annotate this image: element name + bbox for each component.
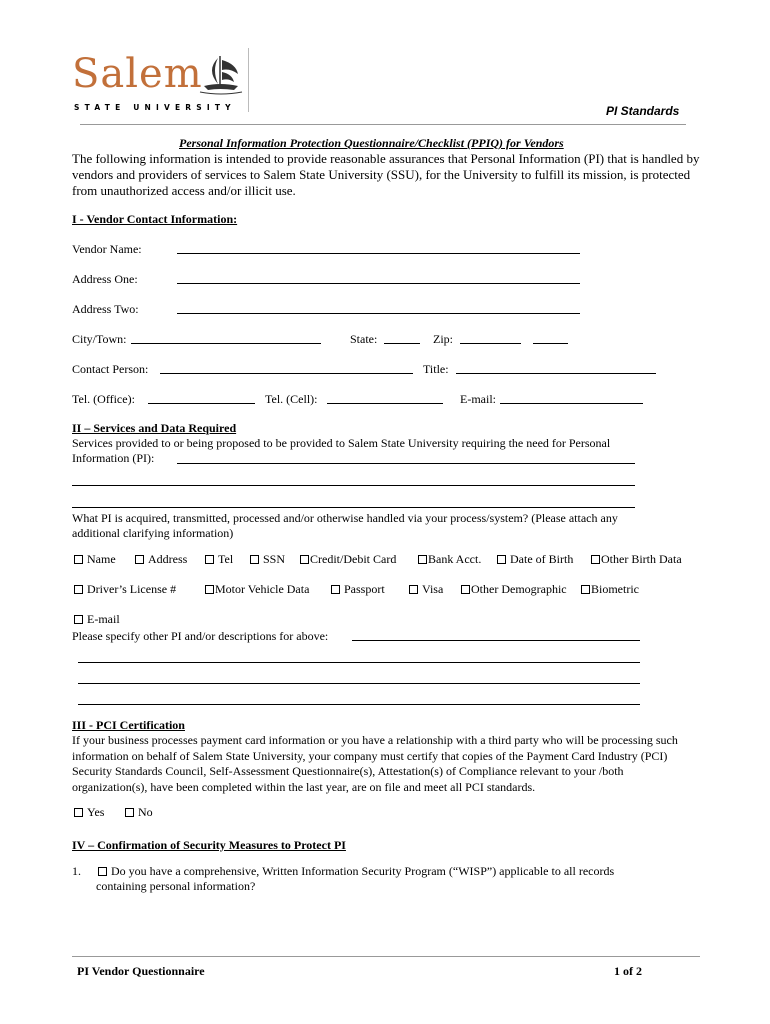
address-two-field[interactable] [177,313,580,314]
checkbox-square[interactable] [581,585,590,594]
services-text: Services provided to or being proposed to be provided to Salem State University requiring the need for Personal [72,436,611,450]
pci-paragraph: If your business processes payment card information or you have a relationship with a third party who will be processing such information on behalf of Salem State University, your company must certify that copies of the Payment Card Industry (PCI) Security Standards Council, Self-Assessment Questionnaire(s), Attestation(s) of Compliance relevant to your /both organization(s), have been completed within the last year, are on file and meet all PCI standards. [72,733,678,794]
checkbox-square[interactable] [409,585,418,594]
zip-label: Zip: [433,332,453,346]
checkbox-ssn[interactable]: SSN [250,552,285,567]
state-field[interactable] [384,343,420,344]
q1-number: 1. [72,864,81,878]
pi-question-line1: What PI is acquired, transmitted, processed and/or otherwise handled via your process/system? (Please attach any [72,511,618,525]
checkbox-square[interactable] [125,808,134,817]
checkbox-square[interactable] [497,555,506,564]
address-two-label: Address Two: [72,302,139,316]
city-field[interactable] [131,343,321,344]
checkbox-biometric[interactable]: Biometric [581,582,639,597]
vendor-name-label: Vendor Name: [72,242,142,256]
zip-ext-field[interactable] [533,343,568,344]
checkbox-square[interactable] [461,585,470,594]
checkbox-square[interactable] [74,555,83,564]
checkbox-square[interactable] [250,555,259,564]
q1-checkbox[interactable] [98,864,614,879]
logo-subtitle: STATE UNIVERSITY [74,103,236,112]
section4-heading: IV – Confirmation of Security Measures to Protect PI [72,838,346,852]
contact-person-field[interactable] [160,373,413,374]
services-field-3[interactable] [72,507,635,508]
logo-divider [248,48,249,112]
contact-person-label: Contact Person: [72,362,149,376]
checkbox-date-of-birth[interactable]: Date of Birth [497,552,573,567]
section2-heading: II – Services and Data Required [72,421,237,435]
state-label: State: [350,332,378,346]
header-tag: PI Standards [606,104,680,118]
checkbox-square[interactable] [98,867,107,876]
tel-office-field[interactable] [148,403,255,404]
footer-rule [72,956,700,957]
title-field[interactable] [456,373,656,374]
checkbox-square[interactable] [300,555,309,564]
checkbox-motor-vehicle[interactable]: Motor Vehicle Data [205,582,309,597]
checkbox-bank-acct[interactable]: Bank Acct. [418,552,481,567]
checkbox-name[interactable]: Name [74,552,116,567]
intro-paragraph: The following information is intended to provide reasonable assurances that Personal Information (PI) that is handled by vendors and providers of services to Salem State University (SSU), for the University to fulfill its mission, is protected from unauthorized access and/or illicit use. [72,151,700,198]
checkbox-yes[interactable]: Yes [74,805,104,820]
checkbox-square[interactable] [74,615,83,624]
logo-wordmark: Salem [72,51,203,97]
address-one-label: Address One: [72,272,138,286]
city-label: City/Town: [72,332,127,346]
ship-logo-icon [198,52,244,96]
document-title: Personal Information Protection Questionnaire/Checklist (PPIQ) for Vendors [179,136,564,150]
checkbox-other-birth[interactable]: Other Birth Data [591,552,682,567]
checkbox-square[interactable] [331,585,340,594]
tel-office-label: Tel. (Office): [72,392,135,406]
checkbox-email[interactable]: E-mail [74,612,120,627]
specify-label: Please specify other PI and/or descriptions for above: [72,629,329,643]
specify-field-2[interactable] [78,662,640,663]
checkbox-square[interactable] [591,555,600,564]
specify-field-4[interactable] [78,704,640,705]
title-label: Title: [423,362,449,376]
footer-page-number: 1 of 2 [614,964,642,978]
checkbox-square[interactable] [205,585,214,594]
section1-heading: I - Vendor Contact Information: [72,212,238,226]
header-rule [80,124,686,125]
email-field[interactable] [500,403,643,404]
services-field-2[interactable] [72,485,635,486]
checkbox-drivers-license[interactable]: Driver’s License # [74,582,176,597]
email-label: E-mail: [460,392,496,406]
q1-text-line2: containing personal information? [96,879,256,893]
specify-field-3[interactable] [78,683,640,684]
zip-field[interactable] [460,343,521,344]
services-field-1[interactable] [177,463,635,464]
checkbox-square[interactable] [74,585,83,594]
checkbox-other-demographic[interactable]: Other Demographic [461,582,567,597]
checkbox-square[interactable] [418,555,427,564]
q1-text: Do you have a comprehensive, Written Information Security Program (“WISP”) applicable to all records [111,864,615,878]
tel-cell-field[interactable] [327,403,443,404]
university-logo [70,52,248,116]
section3-heading: III - PCI Certification [72,718,185,732]
checkbox-passport[interactable]: Passport [331,582,385,597]
address-one-field[interactable] [177,283,580,284]
tel-cell-label: Tel. (Cell): [265,392,318,406]
footer-left: PI Vendor Questionnaire [77,964,205,978]
checkbox-square[interactable] [74,808,83,817]
pi-question-line2: additional clarifying information) [72,526,234,540]
checkbox-credit-debit[interactable]: Credit/Debit Card [300,552,396,567]
pi-label: Information (PI): [72,451,155,465]
checkbox-square[interactable] [205,555,214,564]
checkbox-square[interactable] [135,555,144,564]
checkbox-tel[interactable]: Tel [205,552,233,567]
checkbox-address[interactable]: Address [135,552,187,567]
checkbox-no[interactable]: No [125,805,153,820]
vendor-name-field[interactable] [177,253,580,254]
specify-field-1[interactable] [352,640,640,641]
checkbox-visa[interactable]: Visa [409,582,443,597]
